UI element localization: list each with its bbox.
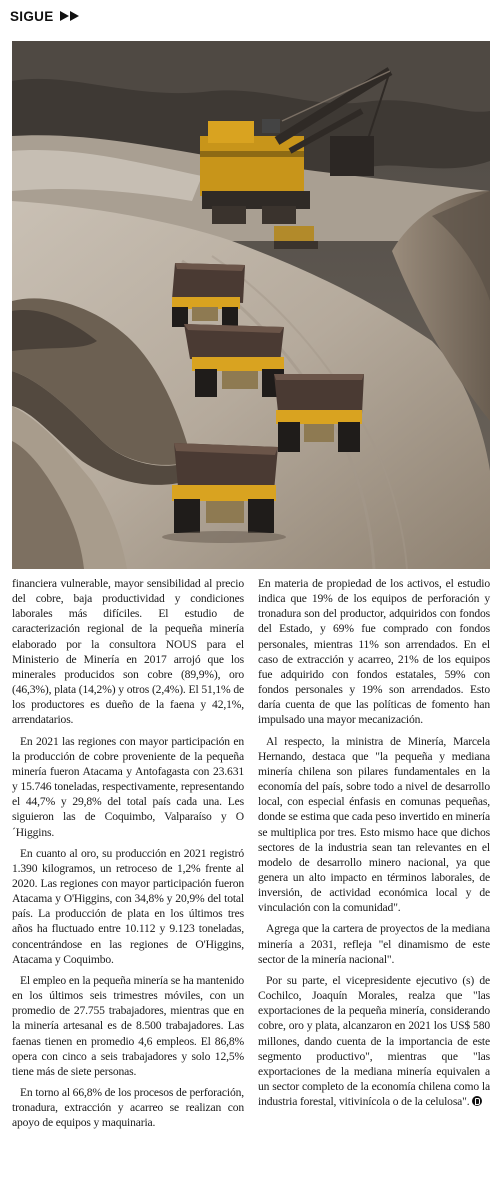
kicker-label: SIGUE [10, 8, 54, 24]
double-right-triangle-icon [58, 10, 82, 22]
last-paragraph [258, 973, 490, 1109]
column-right [258, 576, 490, 1198]
paragraph: El empleo en la pequeña minería se ha mantenido en los últimos seis trimestres móviles, con un promedio de 27.755 trabajadores, mientras que en la minería artesanal es de 8.500 trabajadores. Las faenas tienen en promedio 4,6 empleos. El 86,8% opera con cinco a seis trabajadores y solo 12,5% tiene más de siete personas. [12, 973, 244, 1078]
paragraph-text: Por su parte, el vicepresidente ejecutivo (s) de Cochilco, Joaquín Morales, realza que "las exportaciones de la pequeña minería, considerando cobre, oro y plata, alcanzaron en 2021 los US$ 580 millones, dando cuenta de la importancia de este segmento productivo", mientras que "las exportaciones de la mediana minería equivalen a un sector completo de la economía chilena como la industria forestal, vitivinícola o de la celulosa". [258, 973, 490, 1109]
haul-truck [184, 324, 284, 397]
paragraph: En torno al 66,8% de los procesos de perforación, tronadura, extracción y acarreo se realizan con apoyo de equipos y maquinaria. [12, 1086, 244, 1130]
dozer [274, 226, 318, 249]
paragraph: Al respecto, la ministra de Minería, Marcela Hernando, destaca que "la pequeña y mediana minería chilena son pilares fundamentales en la economía del país, sobre todo a nivel de desarrollo local, con especial énfasis en comunas pequeñas, donde se estima que cada peso invertido en minería se multiplica por tres. Esto mismo hace que dichos sectores de la industria sean tan relevantes en el modelo de desarrollo minero nacional, ya que genera un alto impacto en términos laborales, de inversión, de actividad económica local y de vinculación con la comunidad". [258, 734, 490, 915]
paragraph: En 2021 las regiones con mayor participación en la producción de cobre proveniente de la pequeña minería fueron Atacama y Antofagasta con 23.631 y 15.746 toneladas, respectivamente, representando el 44,7% y 29,8% del total país cada una. Les siguieron las de Coquimbo, Valparaíso y O´Higgins. [12, 734, 244, 839]
column-left [12, 576, 244, 1198]
paragraph: En materia de propiedad de los activos, el estudio indica que 19% de los equipos de perforación y tronadura son del productor, adquiridos con fondos del Estado, y 69% fue comprado con fondos personales, mientras 11% son arrendados. En el caso de extracción y acarreo, 21% de los equipos fue adquirido con fondos estatales, 59% con fondos personales y 19% son arrendados. Esto daría cuenta de que las políticas de fomento han impulsado una mayor mecanización. [258, 577, 490, 727]
continuation-kicker [10, 6, 82, 26]
haul-truck [274, 374, 364, 452]
haul-truck [172, 263, 245, 327]
end-of-article-icon [472, 1096, 482, 1106]
mine-photo [12, 41, 490, 569]
article-body [12, 576, 490, 1198]
paragraph: Agrega que la cartera de proyectos de la mediana minería a 2031, refleja "el dinamismo de este sector de la minería nacional". [258, 922, 490, 966]
paragraph: En cuanto al oro, su producción en 2021 registró 1.390 kilogramos, un retroceso de 1,2% frente al 2020. Las regiones con mayor participación fueron Atacama y O'Higgins, con 34,8% y 20,9% del total país. La producción de plata en los últimos tres años ha fluctuado entre 10.112 y 9.123 toneladas, concentrándose en las regiones de O'Higgins, Atacama y Coquimbo. [12, 846, 244, 966]
paragraph: financiera vulnerable, mayor sensibilidad al precio del cobre, baja productividad y condiciones laborales más difíciles. El estudio de caracterización regional de la pequeña minería elaborado por la consultora NOUS para el Ministerio de Minería en 2017 arrojó que los minerales producidos son cobre (89,9%), oro (46,3%), plata (14,2%) y otros (2,4%). El 51,1% de los productores es dueño de la faena y 42,1%, arrendatarios. [12, 577, 244, 727]
